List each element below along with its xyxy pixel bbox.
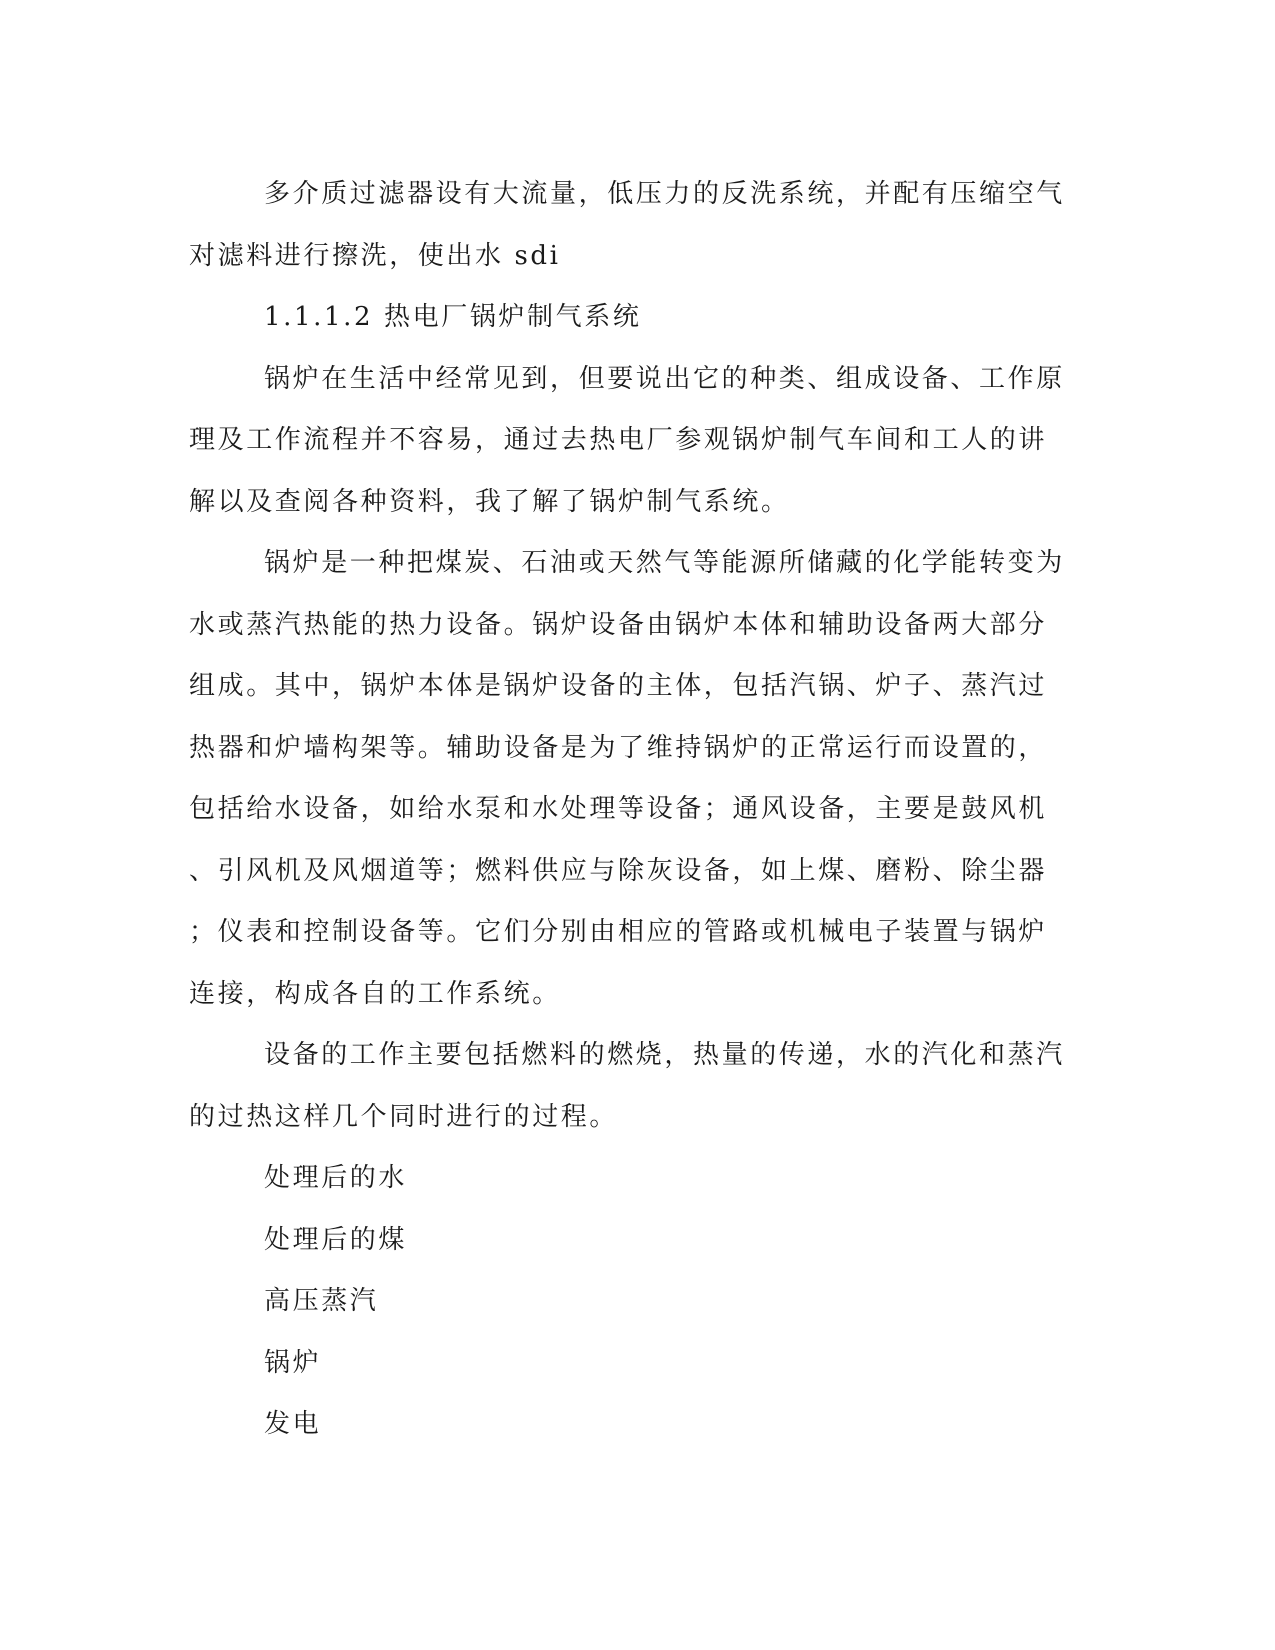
text-line: 对滤料进行擦洗，使出水 sdi bbox=[189, 240, 561, 271]
text-line: 包括给水设备，如给水泵和水处理等设备；通风设备，主要是鼓风机 bbox=[189, 794, 1048, 824]
text-line: 锅炉是一种把煤炭、石油或天然气等能源所储藏的化学能转变为 bbox=[264, 548, 1065, 578]
text-line: 设备的工作主要包括燃料的燃烧，热量的传递，水的汽化和蒸汽 bbox=[264, 1040, 1065, 1070]
text-line: ；仪表和控制设备等。它们分别由相应的管路或机械电子装置与锅炉 bbox=[189, 917, 1048, 947]
text-line: 的过热这样几个同时进行的过程。 bbox=[189, 1101, 619, 1132]
text-line: 理及工作流程并不容易，通过去热电厂参观锅炉制气车间和工人的讲 bbox=[189, 425, 1048, 455]
text-line: 多介质过滤器设有大流量，低压力的反洗系统，并配有压缩空气 bbox=[264, 179, 1065, 209]
text-line: 组成。其中，锅炉本体是锅炉设备的主体，包括汽锅、炉子、蒸汽过 bbox=[189, 671, 1048, 701]
list-item: 发电 bbox=[264, 1409, 322, 1439]
list-item: 锅炉 bbox=[264, 1347, 322, 1378]
section-heading: 1.1.1.2 热电厂锅炉制气系统 bbox=[264, 302, 642, 332]
text-line: 水或蒸汽热能的热力设备。锅炉设备由锅炉本体和辅助设备两大部分 bbox=[189, 609, 1048, 640]
text-line: 热器和炉墙构架等。辅助设备是为了维持锅炉的正常运行而设置的， bbox=[189, 732, 1048, 763]
text-line: 解以及查阅各种资料，我了解了锅炉制气系统。 bbox=[189, 486, 790, 517]
list-item: 处理后的煤 bbox=[264, 1224, 408, 1255]
list-item: 高压蒸汽 bbox=[264, 1286, 379, 1316]
text-line: 锅炉在生活中经常见到，但要说出它的种类、组成设备、工作原 bbox=[264, 363, 1065, 394]
text-line: 、引风机及风烟道等；燃料供应与除灰设备，如上煤、磨粉、除尘器 bbox=[189, 855, 1048, 886]
list-item: 处理后的水 bbox=[264, 1163, 408, 1193]
text-line: 连接，构成各自的工作系统。 bbox=[189, 978, 561, 1009]
document-body bbox=[189, 164, 1079, 1456]
